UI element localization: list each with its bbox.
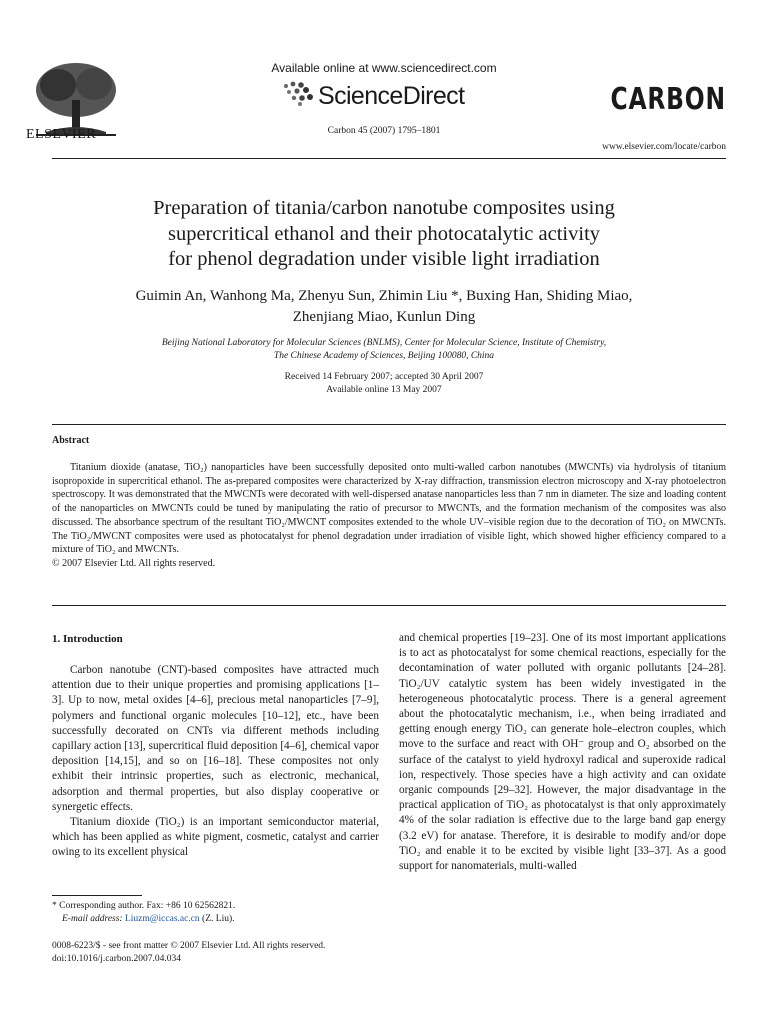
affiliation-line: The Chinese Academy of Sciences, Beijing 100080, China	[273, 350, 495, 361]
section-heading: 1. Introduction	[52, 633, 123, 645]
journal-name: CARBON	[610, 82, 726, 117]
intro-paragraph-2: Titanium dioxide (TiO₂) is an important semiconductor material, which has been applied as white pigment, cosmetic, catalyst and carrier owing to its excellent physical	[52, 816, 379, 859]
title-line: for phenol degradation under visible light irradiation	[168, 248, 600, 270]
title-line: Preparation of titania/carbon nanotube composites using	[153, 197, 615, 219]
abstract-copyright: © 2007 Elsevier Ltd. All rights reserved.	[52, 557, 216, 569]
left-column	[52, 663, 379, 861]
email-line	[52, 913, 379, 926]
footnote-rule	[52, 895, 142, 896]
abstract-top-rule	[52, 424, 726, 425]
abstract-heading: Abstract	[52, 435, 90, 446]
front-matter	[52, 940, 325, 965]
authors-line: Zhenjiang Miao, Kunlun Ding	[292, 309, 476, 325]
publisher-name: ELSEVIER	[26, 127, 97, 142]
corresponding-author: * Corresponding author. Fax: +86 10 62562821.	[52, 901, 236, 911]
abstract-bottom-rule	[52, 605, 726, 606]
issn-line: 0008-6223/$ - see front matter © 2007 Elsevier Ltd. All rights reserved.	[52, 941, 326, 951]
journal-citation: Carbon 45 (2007) 1795–1801	[327, 126, 441, 136]
email-label: E-mail address:	[62, 913, 123, 924]
email-link[interactable]: Liuzm@iccas.ac.cn	[124, 913, 200, 924]
footnote	[52, 900, 379, 925]
header-rule	[52, 158, 726, 159]
author-list	[40, 286, 728, 328]
doi-line[interactable]: doi:10.1016/j.carbon.2007.04.034	[52, 953, 182, 964]
journal-url[interactable]: www.elsevier.com/locate/carbon	[602, 142, 726, 152]
article-dates	[40, 371, 728, 396]
email-suffix: (Z. Liu).	[202, 913, 235, 924]
sciencedirect-wordmark: ScienceDirect	[318, 82, 465, 110]
intro-paragraph-1: Carbon nanotube (CNT)-based composites have attracted much attention due to their unique properties and promising applications [1–3]. Up to now, metal oxides [4–6], precious metal nanoparticles [7–9], polymers and functional organic molecules [10–12], etc., have been successfully decorated on CNTs via different methods including capillary action [13], supercritical fluid deposition [4–6], chemical vapor deposition [14,15], and so on [16–18]. These composites not only exhibit their intrinsic properties, such as electronic, mechanical, adsorption and thermal properties, but also display cooperative or synergetic effects.	[52, 664, 379, 813]
received-date: Received 14 February 2007; accepted 30 April 2007	[284, 372, 484, 382]
authors-line: Guimin An, Wanhong Ma, Zhenyu Sun, Zhimin Liu *, Buxing Han, Shiding Miao,	[135, 288, 633, 304]
affiliation	[40, 337, 728, 362]
article-title	[40, 196, 728, 273]
abstract-body	[52, 461, 726, 571]
sciencedirect-dots-icon	[280, 80, 316, 108]
right-column	[399, 631, 726, 874]
available-online: Available online at www.sciencedirect.com	[271, 61, 497, 75]
title-line: supercritical ethanol and their photocatalytic activity	[167, 222, 601, 245]
affiliation-line: Beijing National Laboratory for Molecular Sciences (BNLMS), Center for Molecular Science, Institute of Chemistry,	[161, 338, 607, 348]
abstract-text: Titanium dioxide (anatase, TiO₂) nanoparticles have been successfully deposited onto multi-walled carbon nanotubes (MWCNTs) via hydrolysis of titanium isopropoxide in supercritical ethanol. The as-prepared composites were characterized by X-ray diffraction, transmission electron microscopy and X-ray photoelectron spectroscopy. It was demonstrated that the MWCNTs were decorated with well-dispersed anatase nanoparticles less than 7 nm in diameter. The size and loading content of the nanoparticles on MWCNTs could be tuned by manipulating the ratio of precursor to MWCNTs, and the formation mechanism of the composites was also discussed. The absorbance spectrum of the resultant TiO₂/MWCNT composites extended to the whole UV–visible region due to the decoration of TiO₂ on MWCNTs. The TiO₂/MWCNT composites were used as photocatalyst for phenol degradation under irradiation of visible light, which showed higher efficiency compared to a mixture of TiO₂ and MWCNTs.	[52, 462, 726, 556]
intro-paragraph-right: and chemical properties [19–23]. One of its most important applications is to act as photocatalyst for some chemical reactions, especially for the decontamination of water polluted with organic pollutants [24–28]. TiO₂/UV catalytic system has been widely investigated in the heterogeneous photocatalytic process. There is a general agreement about the photocatalytic mechanism, i.e., when being irradiated and getting enough energy TiO₂ can generate hole–electron couples, which move to the surface and react with OH⁻ group and O₂ absorbed on the surface of the catalyst to yield hydroxyl radical and superoxide radical ion, respectively. Those species have a high activity and can oxidate organic compounds [29–32]. However, the major disadvantage in the practical application of TiO₂ as photocatalyst is that only approximately 4% of the solar radiation is effective due to the large band gap energy (3.2 eV) for anatase. Therefore, it is desirable to modify and/or dope TiO₂ and enable it to be excited by visible light [33–37]. As a good support for nanomaterials, multi-walled	[399, 632, 726, 873]
online-date: Available online 13 May 2007	[326, 384, 442, 395]
